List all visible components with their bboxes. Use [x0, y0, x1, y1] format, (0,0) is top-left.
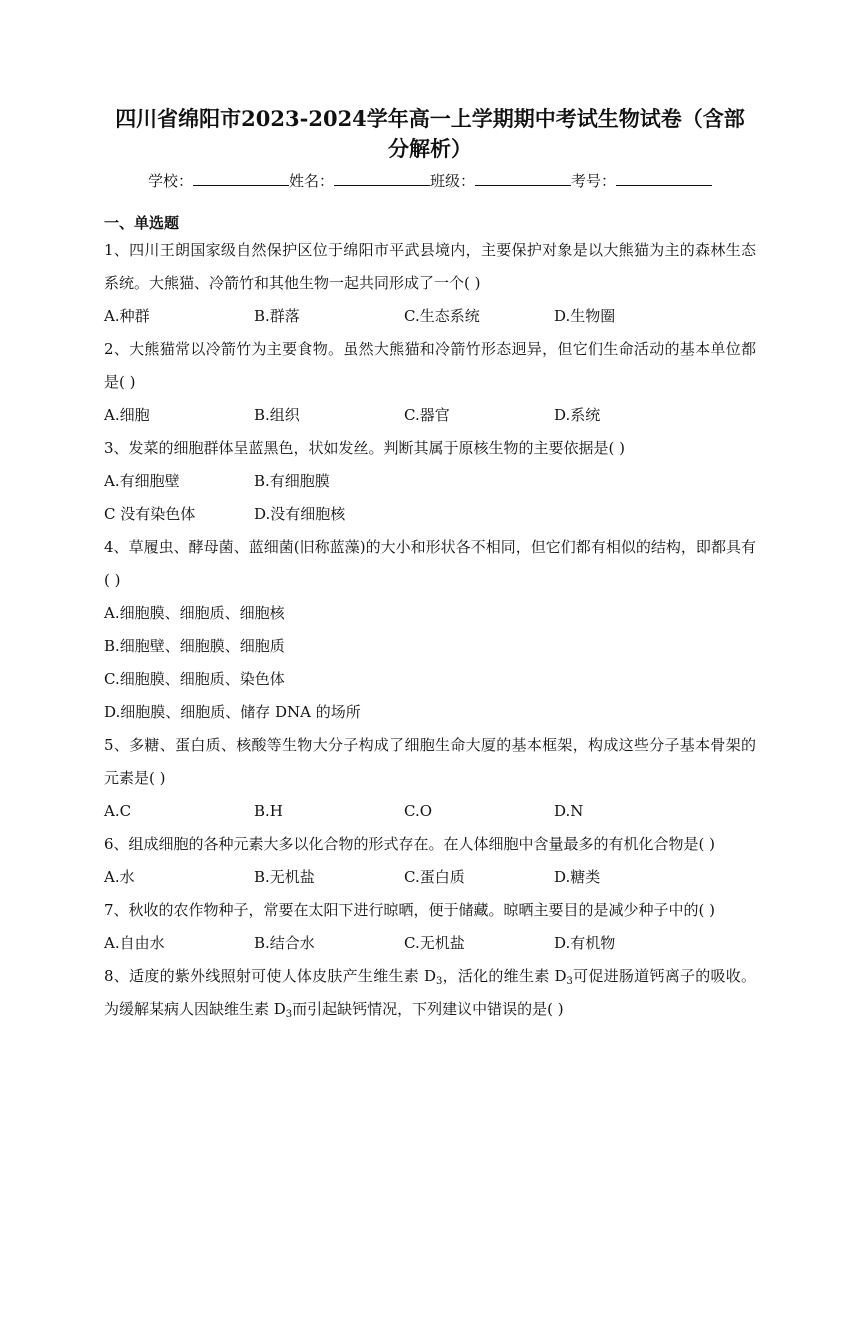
q8-part-1: 8、适度的紫外线照射可使人体皮肤产生维生素 D — [104, 967, 437, 985]
question-stem-4: 4、草履虫、酵母菌、蓝细菌(旧称蓝藻)的大小和形状各不相同，但它们都有相似的结构，即都具有( ) — [104, 538, 756, 589]
class-blank[interactable] — [475, 171, 571, 186]
question-options-1 — [104, 300, 756, 333]
option-3b: B.有细胞膜 — [254, 472, 330, 490]
option-3d: D.没有细胞核 — [254, 505, 346, 523]
question-options-6 — [104, 861, 756, 894]
question-stem-5: 5、多糖、蛋白质、核酸等生物大分子构成了细胞生命大厦的基本框架，构成这些分子基本骨架的元素是( ) — [104, 736, 756, 787]
option-6a: A.水 — [104, 868, 135, 886]
option-4c: C.细胞膜、细胞质、染色体 — [104, 670, 285, 688]
q8-sub-1: 3 — [436, 976, 443, 987]
question-stem-3: 3、发菜的细胞群体呈蓝黑色，状如发丝。判断其属于原核生物的主要依据是( ) — [104, 439, 626, 457]
document-page — [0, 104, 860, 1320]
option-2b: B.组织 — [254, 406, 300, 424]
option-6d: D.糖类 — [554, 868, 601, 886]
name-label: 姓名： — [288, 172, 334, 190]
option-4a: A.细胞膜、细胞质、细胞核 — [104, 604, 285, 622]
question-options-2 — [104, 399, 756, 432]
number-blank[interactable] — [616, 171, 712, 186]
question-stem-2: 2、大熊猫常以冷箭竹为主要食物。虽然大熊猫和冷箭竹形态迥异，但它们生命活动的基本单位都是( ) — [104, 340, 756, 391]
option-7c: C.无机盐 — [404, 934, 465, 952]
option-2d: D.系统 — [554, 406, 601, 424]
option-5a: A.C — [104, 802, 132, 820]
option-3c: C 没有染色体 — [104, 505, 196, 523]
q8-part-2: ，活化的维生素 D — [442, 967, 567, 985]
option-7b: B.结合水 — [254, 934, 315, 952]
option-2c: C.器官 — [404, 406, 450, 424]
question-options-3-row1 — [104, 465, 756, 498]
option-3a: A.有细胞壁 — [104, 472, 180, 490]
q8-sub-3: 3 — [285, 1009, 293, 1020]
option-4d: D.细胞膜、细胞质、储存 DNA 的场所 — [104, 703, 361, 721]
question-options-7 — [104, 927, 756, 960]
option-1a: A.种群 — [104, 307, 150, 325]
option-2a: A.细胞 — [104, 406, 150, 424]
option-7a: A.自由水 — [104, 934, 165, 952]
option-4b: B.细胞壁、细胞膜、细胞质 — [104, 637, 285, 655]
number-label: 考号： — [571, 172, 617, 190]
option-1c: C.生态系统 — [404, 307, 480, 325]
question-options-3-row2 — [104, 498, 756, 531]
school-label: 学校： — [147, 172, 193, 190]
option-1d: D.生物圈 — [554, 307, 616, 325]
class-label: 班级： — [430, 172, 476, 190]
name-blank[interactable] — [334, 171, 430, 186]
option-7d: D.有机物 — [554, 934, 616, 952]
option-6b: B.无机盐 — [254, 868, 315, 886]
question-stem-1: 1、四川王朗国家级自然保护区位于绵阳市平武县境内，主要保护对象是以大熊猫为主的森林生态系统。大熊猫、冷箭竹和其他生物一起共同形成了一个( ) — [104, 241, 756, 292]
option-1b: B.群落 — [254, 307, 300, 325]
q8-sub-2: 3 — [566, 976, 573, 987]
section-title: 一、单选题 — [104, 214, 180, 232]
option-5b: B.H — [254, 802, 283, 820]
school-blank[interactable] — [193, 171, 289, 186]
option-5d: D.N — [554, 802, 584, 820]
option-5c: C.O — [404, 802, 433, 820]
q8-part-3: 可促进肠道钙离子的吸收。为缓解某病人因缺维生素 D — [104, 967, 756, 1018]
question-stem-8 — [104, 960, 756, 1026]
question-stem-7: 7、秋收的农作物种子，常要在太阳下进行晾晒，便于储藏。晾晒主要目的是减少种子中的( ) — [104, 901, 716, 919]
question-stem-6: 6、组成细胞的各种元素大多以化合物的形式存在。在人体细胞中含量最多的有机化合物是( ) — [104, 835, 716, 853]
option-6c: C.蛋白质 — [404, 868, 465, 886]
student-info-line — [104, 170, 756, 192]
document-title: 四川省绵阳市2023-2024学年高一上学期期中考试生物试卷（含部分解析） — [115, 106, 745, 161]
q8-part-4: 而引起缺钙情况，下列建议中错误的是( ) — [292, 1000, 564, 1018]
question-options-5 — [104, 795, 756, 828]
